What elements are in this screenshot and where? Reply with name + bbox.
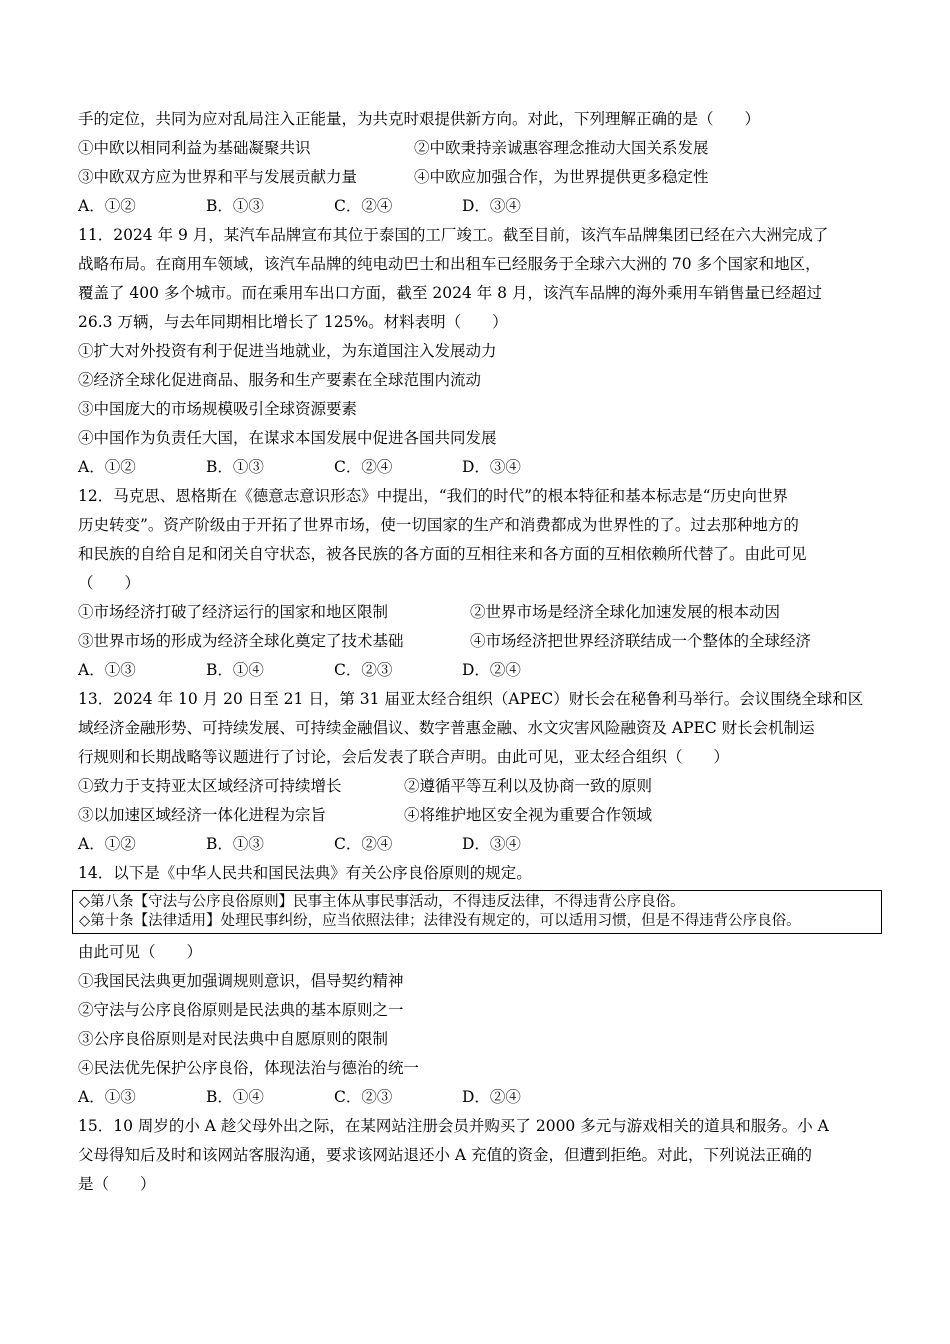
q14-option-d[interactable]: D．②④ bbox=[462, 1088, 521, 1106]
q12-stem-line-1: 12．马克思、恩格斯在《德意志意识形态》中提出，“我们的时代”的根本特征和基本标志是“历史向世界 bbox=[78, 487, 788, 505]
q10-option-a[interactable]: A．①② bbox=[78, 197, 136, 215]
q14-option-b[interactable]: B．①④ bbox=[206, 1088, 264, 1106]
q13-stem-line-2: 域经济金融形势、可持续发展、可持续金融倡议、数字普惠金融、水文灾害风险融资及 APEC 财长会机制运 bbox=[78, 719, 815, 737]
q10-items-row-2 bbox=[78, 163, 878, 192]
q11-stem-line-3: 覆盖了 400 多个城市。而在乘用车出口方面，截至 2024 年 8 月，该汽车品牌的海外乘用车销售量已经超过 bbox=[78, 284, 822, 302]
q14-law-box bbox=[72, 890, 882, 934]
q13-item-3: ③以加速区域经济一体化进程为宗旨 bbox=[78, 806, 327, 824]
q12-options bbox=[78, 656, 878, 685]
q12-stem-line-3: 和民族的自给自足和闭关自守状态，被各民族的各方面的互相往来和各方面的互相依赖所代替了。由此可见 bbox=[78, 545, 807, 563]
q13-items-row-1 bbox=[78, 772, 878, 801]
q10-option-b[interactable]: B．①③ bbox=[206, 197, 264, 215]
q11-options bbox=[78, 453, 878, 482]
q12-option-c[interactable]: C．②③ bbox=[334, 661, 393, 679]
q14-option-a[interactable]: A．①③ bbox=[78, 1088, 136, 1106]
q13-stem-line-3: 行规则和长期战略等议题进行了讨论，会后发表了联合声明。由此可见，亚太经合组织（ ） bbox=[78, 748, 730, 766]
q14-item-1: ①我国民法典更加强调规则意识，倡导契约精神 bbox=[78, 972, 404, 990]
q10-option-c[interactable]: C．②④ bbox=[334, 197, 393, 215]
q10-items-row-1 bbox=[78, 134, 878, 163]
q11-item-1: ①扩大对外投资有利于促进当地就业，为东道国注入发展动力 bbox=[78, 342, 497, 360]
q12-stem-line-4: （ ） bbox=[78, 574, 141, 592]
q14-law-article-10: ◇第十条【法律适用】处理民事纠纷，应当依照法律；法律没有规定的，可以适用习惯，但是不得违背公序良俗。 bbox=[79, 913, 801, 929]
q13-option-a[interactable]: A．①② bbox=[78, 835, 136, 853]
q10-item-1: ①中欧以相同利益为基础凝聚共识 bbox=[78, 139, 311, 157]
q15-stem-line-2: 父母得知后及时和该网站客服沟通，要求该网站退还小 A 充值的资金，但遭到拒绝。对此，下列说法正确的 bbox=[78, 1146, 813, 1164]
q11-item-4: ④中国作为负责任大国，在谋求本国发展中促进各国共同发展 bbox=[78, 429, 497, 447]
q13-item-4: ④将维护地区安全视为重要合作领域 bbox=[404, 806, 653, 824]
q13-item-1: ①致力于支持亚太区域经济可持续增长 bbox=[78, 777, 342, 795]
q12-items-row-2 bbox=[78, 627, 878, 656]
exam-page bbox=[78, 105, 878, 1199]
q10-item-2: ②中欧秉持亲诚惠容理念推动大国关系发展 bbox=[414, 139, 709, 157]
q11-option-d[interactable]: D．③④ bbox=[462, 458, 521, 476]
q14-law-article-8: ◇第八条【守法与公序良俗原则】民事主体从事民事活动，不得违反法律，不得违背公序良俗。 bbox=[79, 894, 685, 910]
q10-option-d[interactable]: D．③④ bbox=[462, 197, 521, 215]
q14-item-4: ④民法优先保护公序良俗，体现法治与德治的统一 bbox=[78, 1059, 420, 1077]
q12-item-2: ②世界市场是经济全球化加速发展的根本动因 bbox=[470, 603, 781, 621]
q10-options bbox=[78, 192, 878, 221]
q12-item-4: ④市场经济把世界经济联结成一个整体的全球经济 bbox=[470, 632, 812, 650]
q11-stem-line-2: 战略布局。在商用车领域，该汽车品牌的纯电动巴士和出租车已经服务于全球六大洲的 70 多个国家和地区， bbox=[78, 255, 821, 273]
q11-option-c[interactable]: C．②④ bbox=[334, 458, 393, 476]
q12-stem-line-2: 历史转变”。资产阶级由于开拓了世界市场，使一切国家的生产和消费都成为世界性的了。过去那种地方的 bbox=[78, 516, 799, 534]
q14-item-3: ③公序良俗原则是对民法典中自愿原则的限制 bbox=[78, 1030, 389, 1048]
q14-item-2: ②守法与公序良俗原则是民法典的基本原则之一 bbox=[78, 1001, 404, 1019]
q14-lead: 由此可见（ ） bbox=[78, 943, 203, 961]
q10-stem: 手的定位，共同为应对乱局注入正能量，为共克时艰提供新方向。对此，下列理解正确的是（ ） bbox=[78, 110, 761, 128]
q13-option-b[interactable]: B．①③ bbox=[206, 835, 264, 853]
q12-option-a[interactable]: A．①③ bbox=[78, 661, 136, 679]
q10-item-3: ③中欧双方应为世界和平与发展贡献力量 bbox=[78, 168, 358, 186]
q10-item-4: ④中欧应加强合作，为世界提供更多稳定性 bbox=[414, 168, 709, 186]
q11-option-b[interactable]: B．①③ bbox=[206, 458, 264, 476]
q12-item-3: ③世界市场的形成为经济全球化奠定了技术基础 bbox=[78, 632, 404, 650]
q11-stem-line-4: 26.3 万辆，与去年同期相比增长了 125%。材料表明（ ） bbox=[78, 313, 508, 331]
q13-items-row-2 bbox=[78, 801, 878, 830]
q15-stem-line-1: 15．10 周岁的小 A 趁父母外出之际，在某网站注册会员并购买了 2000 多元与游戏相关的道具和服务。小 A bbox=[78, 1117, 829, 1135]
q14-options bbox=[78, 1083, 878, 1112]
q13-option-c[interactable]: C．②④ bbox=[334, 835, 393, 853]
q13-options bbox=[78, 830, 878, 859]
q13-stem-line-1: 13．2024 年 10 月 20 日至 21 日，第 31 届亚太经合组织（APEC）财长会在秘鲁利马举行。会议围绕全球和区 bbox=[78, 690, 864, 708]
q13-item-2: ②遵循平等互利以及协商一致的原则 bbox=[404, 777, 653, 795]
q11-stem-line-1: 11．2024 年 9 月，某汽车品牌宣布其位于泰国的工厂竣工。截至目前，该汽车品牌集团已经在六大洲完成了 bbox=[78, 226, 829, 244]
q12-option-b[interactable]: B．①④ bbox=[206, 661, 264, 679]
q13-option-d[interactable]: D．③④ bbox=[462, 835, 521, 853]
q12-option-d[interactable]: D．②④ bbox=[462, 661, 521, 679]
q11-option-a[interactable]: A．①② bbox=[78, 458, 136, 476]
q12-items-row-1 bbox=[78, 598, 878, 627]
q11-item-2: ②经济全球化促进商品、服务和生产要素在全球范围内流动 bbox=[78, 371, 482, 389]
q11-item-3: ③中国庞大的市场规模吸引全球资源要素 bbox=[78, 400, 358, 418]
q12-item-1: ①市场经济打破了经济运行的国家和地区限制 bbox=[78, 603, 389, 621]
q14-option-c[interactable]: C．②③ bbox=[334, 1088, 393, 1106]
q14-stem: 14．以下是《中华人民共和国民法典》有关公序良俗原则的规定。 bbox=[78, 864, 532, 882]
q15-stem-line-3: 是（ ） bbox=[78, 1175, 156, 1193]
